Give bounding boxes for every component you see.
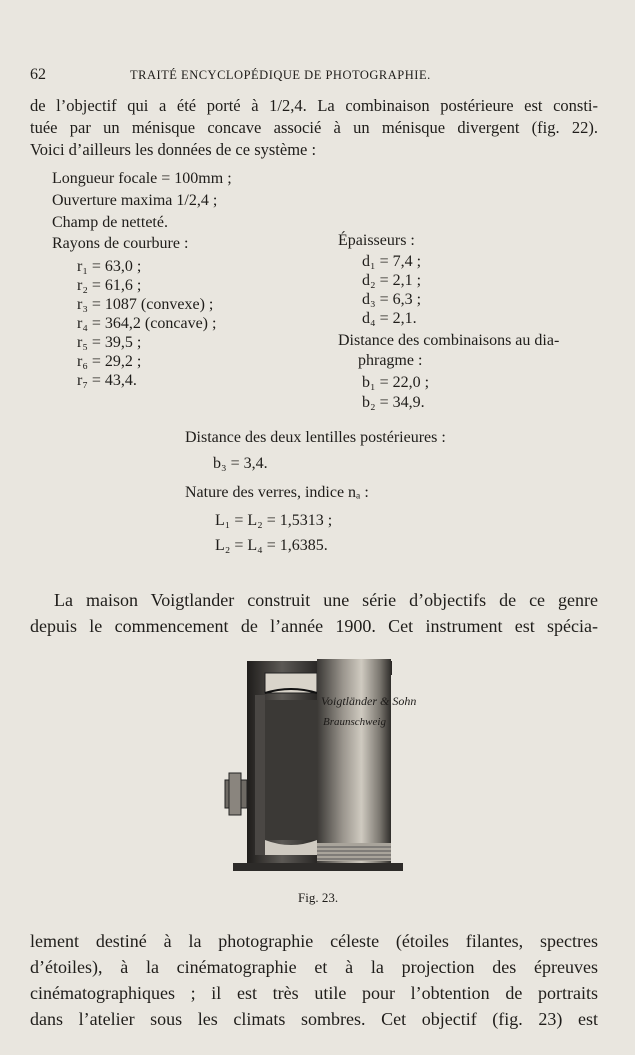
spec-line: Longueur focale = 100mm ; (52, 170, 232, 187)
thickness-item: d₂ = 2,1 ; (362, 272, 422, 289)
radius-item: r₄ = 364,2 (concave) ; (77, 315, 217, 332)
radius-item: r₇ = 43,4. (77, 372, 137, 389)
rear-distance-value: b₃ = 3,4. (213, 455, 268, 472)
body-line: cinématographiques ; il est très utile pour l’obtention de portraits (30, 983, 598, 1003)
figure-caption: Fig. 23. (298, 890, 339, 905)
diaphragm-list (362, 373, 429, 413)
glass-item: L₁ = L₂ = 1,5313 ; (215, 512, 333, 529)
body-paragraph-1 (30, 587, 598, 639)
lens-engraving-line2: Braunschweig (323, 716, 386, 728)
thickness-list (362, 252, 421, 328)
page-header (30, 66, 605, 84)
body-line: d’étoiles), à la cinématographie et à la projection des épreuves (30, 957, 598, 977)
lens-figure (225, 655, 417, 875)
body-paragraph-2 (30, 928, 598, 1032)
glass-item: L₂ = L₄ = 1,6385. (215, 537, 328, 554)
spec-line: Champ de netteté. (52, 214, 168, 231)
body-line: lement destiné à la photographie céleste (étoiles filantes, spectres (30, 931, 598, 951)
diaphragm-title-line: Distance des combinaisons au dia- (338, 332, 560, 349)
intro-line: de l’objectif qui a été porté à 1/2,4. La combinaison postérieure est consti- (30, 96, 598, 115)
glass-title: Nature des verres, indice nₐ : (185, 484, 369, 501)
thickness-title: Épaisseurs : (338, 232, 415, 249)
glass-list (215, 508, 332, 558)
spec-line: Ouverture maxima 1/2,4 ; (52, 192, 218, 209)
intro-line: Voici d’ailleurs les données de ce système : (30, 140, 317, 159)
page-number: 62 (30, 66, 46, 83)
radius-item: r₅ = 39,5 ; (77, 334, 142, 351)
body-line: dans l’atelier sous les climats sombres. Cet objectif (fig. 23) est (30, 1009, 598, 1029)
radii-list (77, 257, 216, 390)
body-line: depuis le commencement de l’année 1900. Cet instrument est spécia- (30, 616, 598, 636)
lens-engraving-line1: Voigtländer & Sohn (321, 694, 417, 708)
radius-item: r₂ = 61,6 ; (77, 277, 142, 294)
thickness-item: d₃ = 6,3 ; (362, 291, 422, 308)
radius-item: r₆ = 29,2 ; (77, 353, 142, 370)
thickness-item: d₄ = 2,1. (362, 310, 417, 327)
radii-title: Rayons de courbure : (52, 235, 189, 252)
intro-line: tuée par un ménisque concave associé à un ménisque divergent (fig. 22). (30, 118, 598, 137)
thickness-item: d₁ = 7,4 ; (362, 253, 422, 270)
diaphragm-item: b₁ = 22,0 ; (362, 374, 430, 391)
body-line: La maison Voigtlander construit une série d’objectifs de ce genre (54, 590, 598, 610)
diaphragm-item: b₂ = 34,9. (362, 394, 425, 411)
running-title: TRAITÉ ENCYCLOPÉDIQUE DE PHOTOGRAPHIE. (130, 68, 431, 82)
diaphragm-title (338, 331, 559, 371)
radius-item: r₁ = 63,0 ; (77, 258, 142, 275)
radius-item: r₃ = 1087 (convexe) ; (77, 296, 214, 313)
lens-specs (52, 168, 232, 234)
intro-paragraph (30, 95, 598, 161)
rear-distance-title: Distance des deux lentilles postérieures : (185, 429, 446, 446)
diaphragm-title-line: phragme : (358, 352, 423, 369)
